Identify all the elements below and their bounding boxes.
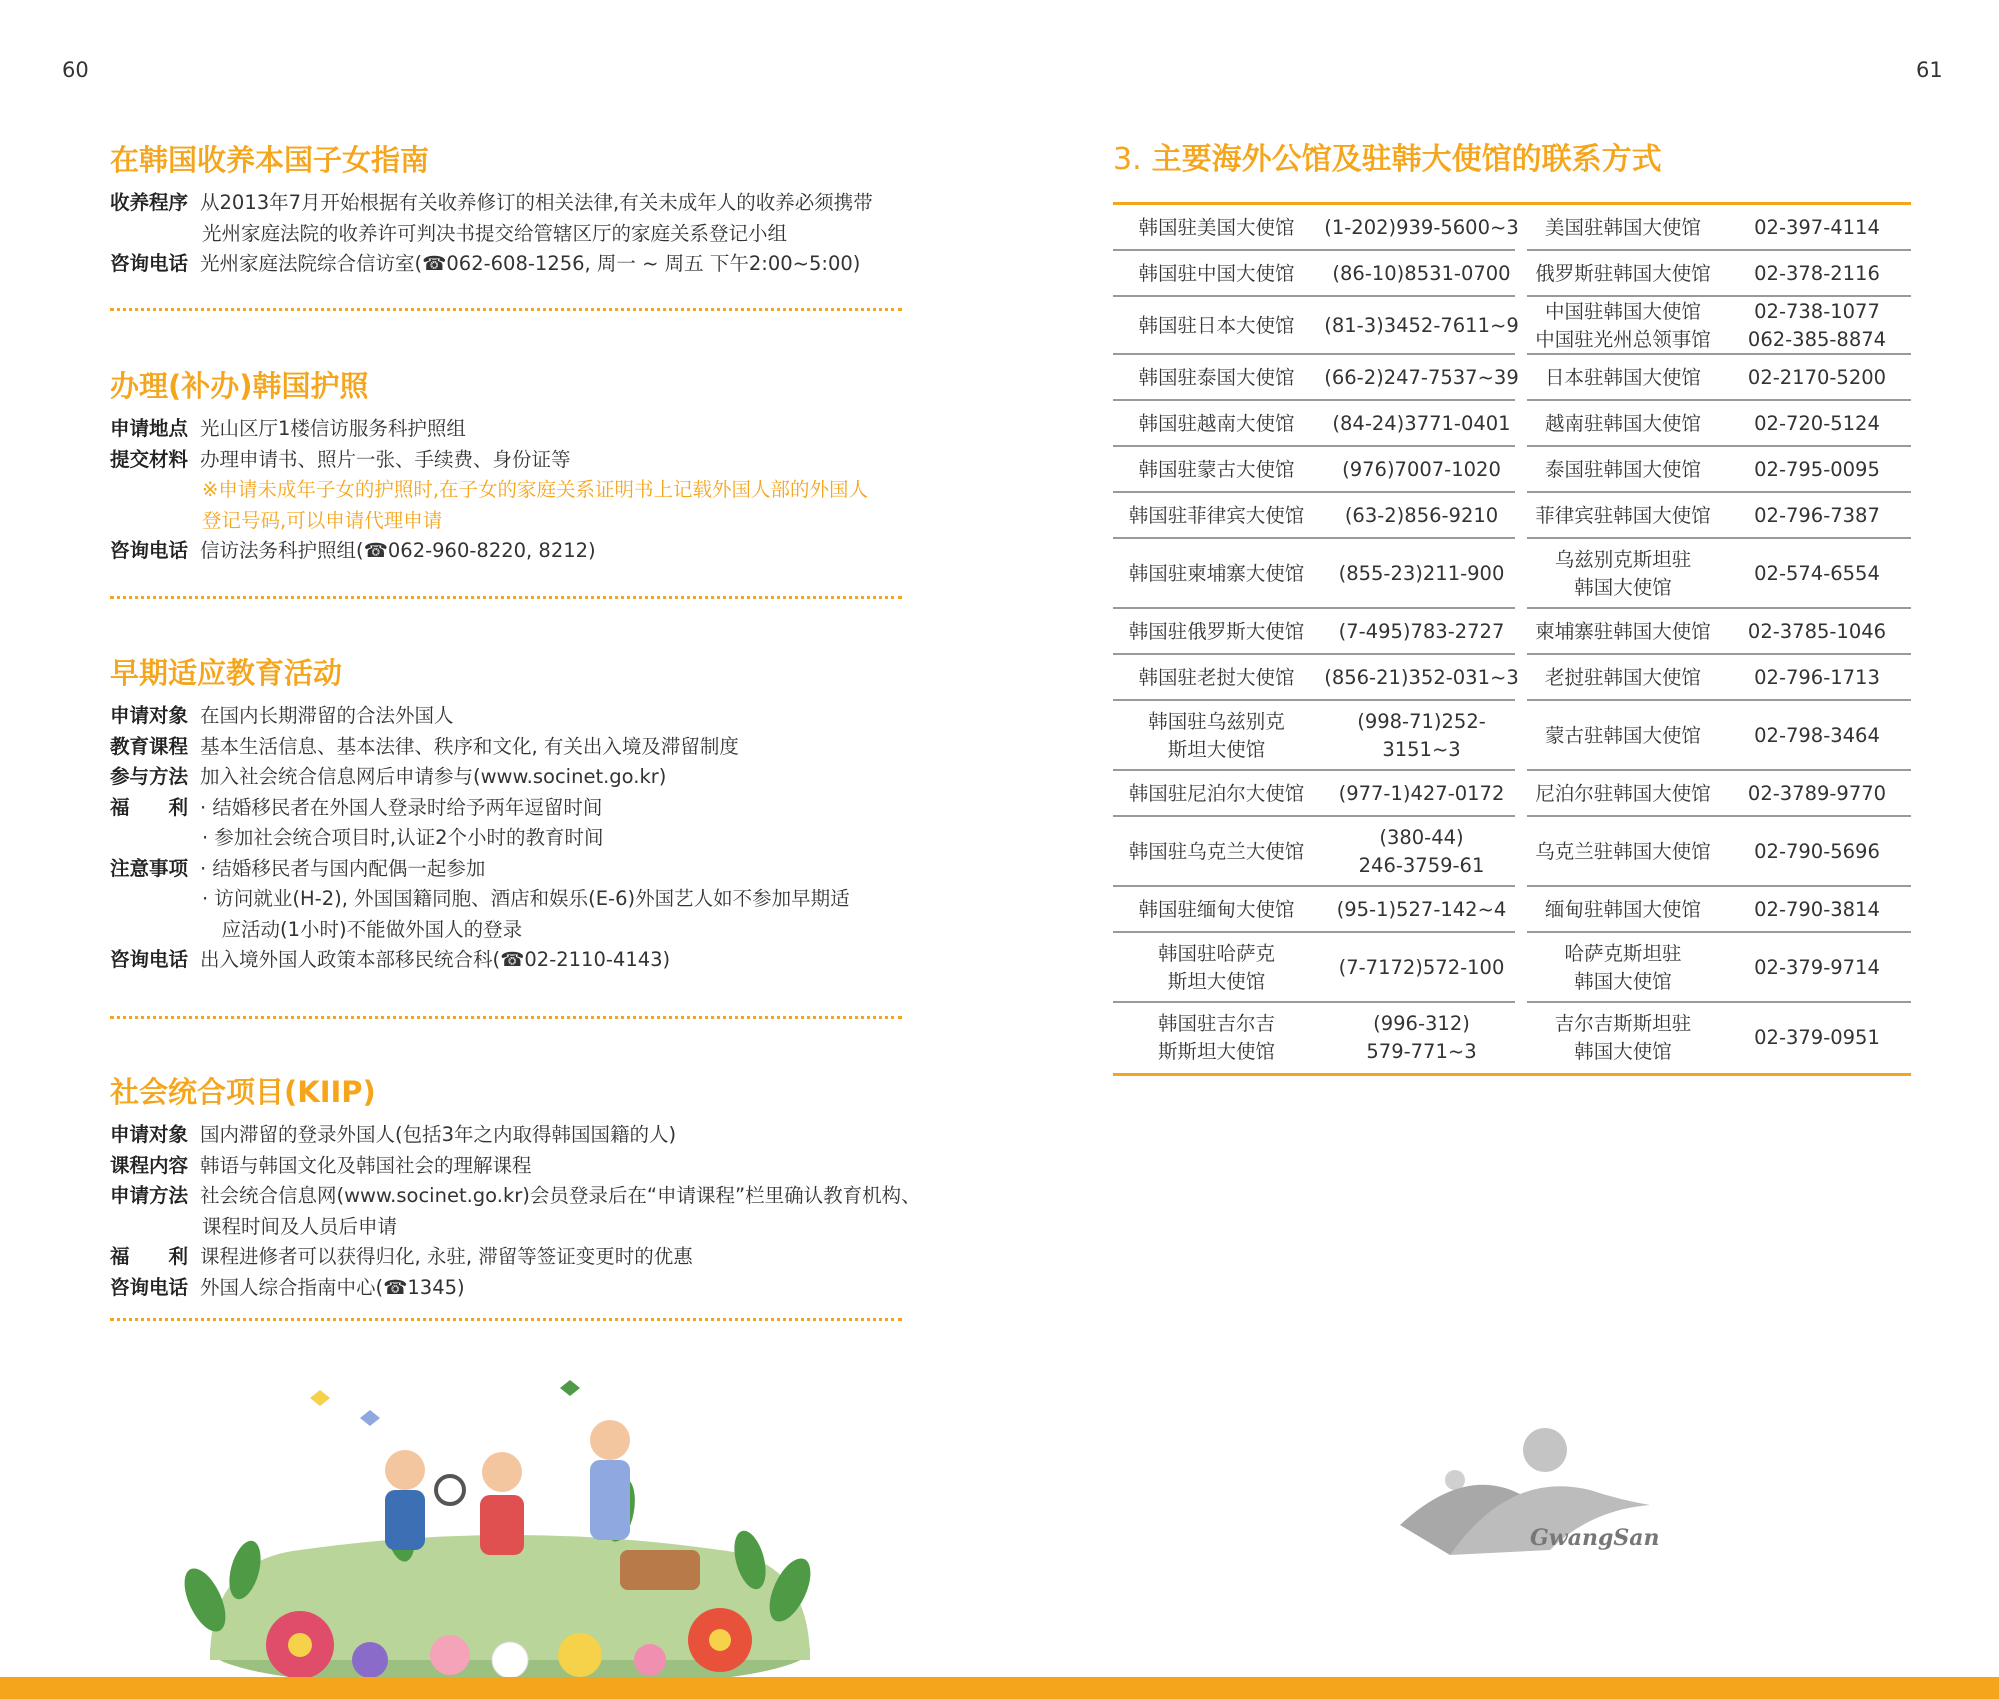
- row-foreign-embassy: [1523, 887, 1911, 933]
- embassy-phone: (998-71)252-3151~3: [1357, 710, 1486, 761]
- row-korean-embassy: [1113, 887, 1523, 933]
- info-line: [110, 793, 910, 824]
- row-foreign-embassy: [1523, 447, 1911, 493]
- embassy-phone: (81-3)3452-7611~9: [1324, 314, 1519, 337]
- row-korean-embassy: [1113, 933, 1523, 1003]
- embassy-name: 尼泊尔驻韩国大使馆: [1535, 782, 1711, 805]
- info-line: [110, 188, 910, 219]
- embassy-phone: 02-720-5124: [1754, 412, 1880, 435]
- info-label: 申请方法: [110, 1184, 189, 1207]
- embassy-phone: (95-1)527-142~4: [1336, 898, 1507, 921]
- info-line: [110, 249, 910, 280]
- info-line: [110, 732, 910, 763]
- info-label: 咨询电话: [110, 948, 189, 971]
- embassy-phone: 02-795-0095: [1754, 458, 1880, 481]
- row-korean-embassy: [1113, 355, 1523, 401]
- info-value: 基本生活信息、基本法律、秩序和文化, 有关出入境及滞留制度: [200, 734, 739, 758]
- note-text: ※申请未成年子女的护照时,在子女的家庭关系证明书上记载外国人部的外国人: [202, 478, 869, 501]
- table-title-text: 主要海外公馆及驻韩大使馆的联系方式: [1151, 142, 1662, 177]
- embassy-name: 韩国驻哈萨克 斯坦大使馆: [1157, 942, 1275, 993]
- embassy-phone: (855-23)211-900: [1338, 562, 1505, 585]
- embassy-name: 韩国驻美国大使馆: [1138, 216, 1295, 239]
- embassy-phone: (996-312) 579-771~3: [1366, 1012, 1477, 1063]
- embassy-name: 韩国驻日本大使馆: [1138, 314, 1295, 337]
- embassy-phone: 02-2170-5200: [1747, 366, 1887, 389]
- row-foreign-embassy: [1523, 609, 1911, 655]
- svg-text:GwangSan: GwangSan: [1530, 1525, 1660, 1551]
- table-title: [1113, 140, 1913, 180]
- info-line: [110, 1181, 921, 1212]
- embassy-phone: 02-397-4114: [1754, 216, 1880, 239]
- info-value: 韩语与韩国文化及韩国社会的理解课程: [200, 1153, 532, 1177]
- table-row: [1113, 493, 1911, 539]
- embassy-name: 韩国驻乌兹别克 斯坦大使馆: [1148, 710, 1285, 761]
- right-column: [1113, 140, 1913, 1063]
- embassy-phone: (1-202)939-5600~3: [1324, 216, 1519, 239]
- embassy-phone: 02-379-9714: [1754, 956, 1880, 979]
- page-number-right: 61: [1916, 58, 1943, 82]
- row-korean-embassy: [1113, 401, 1523, 447]
- embassy-phone: 02-3789-9770: [1747, 782, 1887, 805]
- gwangsan-logo: [1390, 1410, 1660, 1560]
- embassy-phone: (977-1)427-0172: [1338, 782, 1505, 805]
- embassy-name: 韩国驻乌克兰大使馆: [1128, 840, 1305, 863]
- section-kiip: [110, 1072, 921, 1303]
- info-label: 课程内容: [110, 1153, 189, 1177]
- table-row: [1113, 251, 1911, 297]
- embassy-name: 韩国驻泰国大使馆: [1138, 366, 1295, 389]
- table-row: [1113, 817, 1911, 887]
- row-foreign-embassy: [1523, 205, 1911, 251]
- row-korean-embassy: [1113, 701, 1523, 771]
- info-label: 咨询电话: [110, 539, 189, 562]
- table-row: [1113, 887, 1911, 933]
- section-early-adaptation: [110, 653, 910, 976]
- embassy-phone: (856-21)352-031~3: [1324, 666, 1519, 689]
- info-label: 提交材料: [110, 447, 189, 471]
- embassy-contact-table: [1113, 202, 1911, 1076]
- table-row: [1113, 297, 1911, 355]
- embassy-phone: (86-10)8531-0700: [1332, 262, 1511, 285]
- bottom-accent-bar: [0, 1677, 1999, 1699]
- embassy-name: 乌兹别克斯坦驻 韩国大使馆: [1554, 548, 1692, 599]
- dotted-divider: [110, 1318, 902, 1321]
- row-korean-embassy: [1113, 655, 1523, 701]
- embassy-name: 俄罗斯驻韩国大使馆: [1535, 262, 1711, 285]
- info-continuation: 课程时间及人员后申请: [202, 1214, 398, 1238]
- info-line: [110, 1151, 910, 1182]
- info-value: 加入社会统合信息网后申请参与(www.socinet.go.kr): [200, 765, 667, 788]
- table-row: [1113, 1003, 1911, 1073]
- embassy-name: 韩国驻蒙古大使馆: [1138, 458, 1295, 481]
- info-value: 社会统合信息网(www.socinet.go.kr)会员登录后在“申请课程”栏里确认教育机构、: [200, 1184, 921, 1207]
- table-row: [1113, 447, 1911, 493]
- embassy-name: 韩国驻柬埔寨大使馆: [1128, 562, 1305, 585]
- embassy-name: 中国驻韩国大使馆 中国驻光州总领事馆: [1535, 300, 1711, 351]
- info-line: [110, 414, 910, 445]
- info-label: 福 利: [110, 795, 189, 819]
- info-label: 参与方法: [110, 765, 189, 788]
- embassy-name: 菲律宾驻韩国大使馆: [1535, 504, 1711, 527]
- embassy-name: 美国驻韩国大使馆: [1544, 216, 1701, 239]
- embassy-phone: (976)7007-1020: [1342, 458, 1501, 481]
- row-korean-embassy: [1113, 251, 1523, 297]
- info-label: 咨询电话: [110, 1275, 189, 1299]
- row-korean-embassy: [1113, 609, 1523, 655]
- info-continuation: · 参加社会统合项目时,认证2个小时的教育时间: [202, 826, 604, 849]
- info-value: 出入境外国人政策本部移民统合科(☎02-2110-4143): [200, 948, 671, 971]
- info-line: [110, 536, 910, 567]
- info-value: · 结婚移民者在外国人登录时给予两年逗留时间: [200, 795, 603, 819]
- info-line: [110, 1242, 910, 1273]
- row-foreign-embassy: [1523, 701, 1911, 771]
- table-row: [1113, 539, 1911, 609]
- children-in-garden-illustration: [150, 1360, 870, 1680]
- row-korean-embassy: [1113, 1003, 1523, 1073]
- row-korean-embassy: [1113, 817, 1523, 887]
- info-line: [110, 945, 910, 976]
- embassy-phone: 02-796-7387: [1754, 504, 1880, 527]
- embassy-name: 哈萨克斯坦驻 韩国大使馆: [1564, 942, 1682, 993]
- row-foreign-embassy: [1523, 1003, 1911, 1073]
- row-foreign-embassy: [1523, 771, 1911, 817]
- info-line: [110, 854, 910, 885]
- embassy-phone: 02-738-1077 062-385-8874: [1747, 300, 1887, 351]
- info-label: 福 利: [110, 1245, 189, 1268]
- embassy-phone: 02-574-6554: [1754, 562, 1880, 585]
- embassy-name: 越南驻韩国大使馆: [1544, 412, 1701, 435]
- row-foreign-embassy: [1523, 355, 1911, 401]
- embassy-phone: (63-2)856-9210: [1344, 504, 1499, 527]
- section-adoption: [110, 140, 910, 280]
- table-row: [1113, 205, 1911, 251]
- info-continuation: 光州家庭法院的收养许可判决书提交给管辖区厅的家庭关系登记小组: [202, 221, 788, 245]
- embassy-phone: 02-379-0951: [1754, 1026, 1880, 1049]
- section-title: 早期适应教育活动: [110, 656, 343, 690]
- note-text: 登记号码,可以申请代理申请: [202, 508, 443, 532]
- info-line: [110, 1120, 910, 1151]
- table-row: [1113, 933, 1911, 1003]
- embassy-name: 韩国驻俄罗斯大使馆: [1128, 620, 1305, 643]
- dotted-divider: [110, 1016, 902, 1019]
- info-value: 在国内长期滞留的合法外国人: [200, 704, 454, 727]
- info-value: 国内滞留的登录外国人(包括3年之内取得韩国国籍的人): [200, 1123, 677, 1146]
- row-foreign-embassy: [1523, 933, 1911, 1003]
- embassy-name: 乌克兰驻韩国大使馆: [1535, 840, 1711, 863]
- row-foreign-embassy: [1523, 493, 1911, 539]
- info-label: 教育课程: [110, 734, 189, 758]
- row-korean-embassy: [1113, 771, 1523, 817]
- row-foreign-embassy: [1523, 539, 1911, 609]
- info-value: 从2013年7月开始根据有关收养修订的相关法律,有关未成年人的收养必须携带: [200, 191, 873, 214]
- embassy-phone: 02-378-2116: [1754, 262, 1880, 285]
- row-korean-embassy: [1113, 447, 1523, 493]
- info-line: [110, 762, 910, 793]
- row-korean-embassy: [1113, 205, 1523, 251]
- embassy-phone: (7-495)783-2727: [1338, 620, 1505, 643]
- info-value: 课程进修者可以获得归化, 永驻, 滞留等签证变更时的优惠: [200, 1245, 693, 1268]
- section-title: 办理(补办)韩国护照: [110, 369, 369, 403]
- row-korean-embassy: [1113, 539, 1523, 609]
- embassy-name: 韩国驻老挝大使馆: [1138, 666, 1295, 689]
- embassy-phone: 02-796-1713: [1754, 666, 1880, 689]
- dotted-divider: [110, 308, 902, 311]
- info-line: [110, 1273, 910, 1304]
- info-value: 光州家庭法院综合信访室(☎062-608-1256, 周一 ~ 周五 下午2:00~5:00): [200, 252, 861, 275]
- embassy-name: 泰国驻韩国大使馆: [1544, 458, 1701, 481]
- table-row: [1113, 771, 1911, 817]
- embassy-name: 韩国驻尼泊尔大使馆: [1128, 782, 1305, 805]
- table-title-number: 3.: [1113, 142, 1142, 177]
- info-label: 收养程序: [110, 191, 189, 214]
- embassy-phone: (84-24)3771-0401: [1332, 412, 1511, 435]
- embassy-phone: 02-790-3814: [1754, 898, 1880, 921]
- info-value: · 结婚移民者与国内配偶一起参加: [200, 856, 486, 880]
- section-passport: [110, 366, 910, 567]
- embassy-name: 日本驻韩国大使馆: [1544, 366, 1701, 389]
- page-number-left: 60: [62, 58, 89, 82]
- row-foreign-embassy: [1523, 251, 1911, 297]
- table-row: [1113, 609, 1911, 655]
- info-value: 办理申请书、照片一张、手续费、身份证等: [200, 447, 571, 471]
- info-continuation: 应活动(1小时)不能做外国人的登录: [202, 917, 523, 941]
- info-value: 外国人综合指南中心(☎1345): [200, 1275, 465, 1299]
- section-title: 在韩国收养本国子女指南: [110, 143, 430, 177]
- table-row: [1113, 401, 1911, 447]
- embassy-name: 柬埔寨驻韩国大使馆: [1535, 620, 1711, 643]
- embassy-name: 韩国驻吉尔吉 斯斯坦大使馆: [1157, 1012, 1275, 1063]
- embassy-name: 缅甸驻韩国大使馆: [1544, 898, 1701, 921]
- info-label: 申请地点: [110, 417, 189, 440]
- embassy-name: 韩国驻缅甸大使馆: [1138, 898, 1295, 921]
- embassy-name: 吉尔吉斯斯坦驻 韩国大使馆: [1554, 1012, 1692, 1063]
- embassy-phone: (380-44) 246-3759-61: [1358, 826, 1485, 877]
- table-row: [1113, 355, 1911, 401]
- embassy-phone: 02-790-5696: [1754, 840, 1880, 863]
- embassy-phone: 02-798-3464: [1754, 724, 1880, 747]
- row-foreign-embassy: [1523, 401, 1911, 447]
- embassy-phone: (7-7172)572-100: [1338, 956, 1505, 979]
- info-line: [110, 445, 910, 476]
- row-foreign-embassy: [1523, 297, 1911, 355]
- embassy-name: 韩国驻菲律宾大使馆: [1128, 504, 1305, 527]
- info-continuation: · 访问就业(H-2), 外国国籍同胞、酒店和娱乐(E-6)外国艺人如不参加早期适: [202, 887, 850, 910]
- embassy-phone: 02-3785-1046: [1747, 620, 1887, 643]
- embassy-name: 韩国驻中国大使馆: [1138, 262, 1295, 285]
- row-foreign-embassy: [1523, 817, 1911, 887]
- row-korean-embassy: [1113, 297, 1523, 355]
- section-title: 社会统合项目(KIIP): [110, 1075, 376, 1109]
- table-row: [1113, 655, 1911, 701]
- info-label: 咨询电话: [110, 252, 189, 275]
- embassy-name: 蒙古驻韩国大使馆: [1544, 724, 1701, 747]
- info-value: 光山区厅1楼信访服务科护照组: [200, 417, 466, 440]
- row-korean-embassy: [1113, 493, 1523, 539]
- info-label: 申请对象: [110, 1123, 189, 1146]
- embassy-name: 老挝驻韩国大使馆: [1544, 666, 1701, 689]
- info-value: 信访法务科护照组(☎062-960-8220, 8212): [200, 539, 596, 562]
- dotted-divider: [110, 596, 902, 599]
- row-foreign-embassy: [1523, 655, 1911, 701]
- embassy-name: 韩国驻越南大使馆: [1138, 412, 1295, 435]
- info-label: 注意事项: [110, 856, 189, 880]
- info-line: [110, 701, 910, 732]
- table-row: [1113, 701, 1911, 771]
- info-label: 申请对象: [110, 704, 189, 727]
- embassy-phone: (66-2)247-7537~39: [1324, 366, 1519, 389]
